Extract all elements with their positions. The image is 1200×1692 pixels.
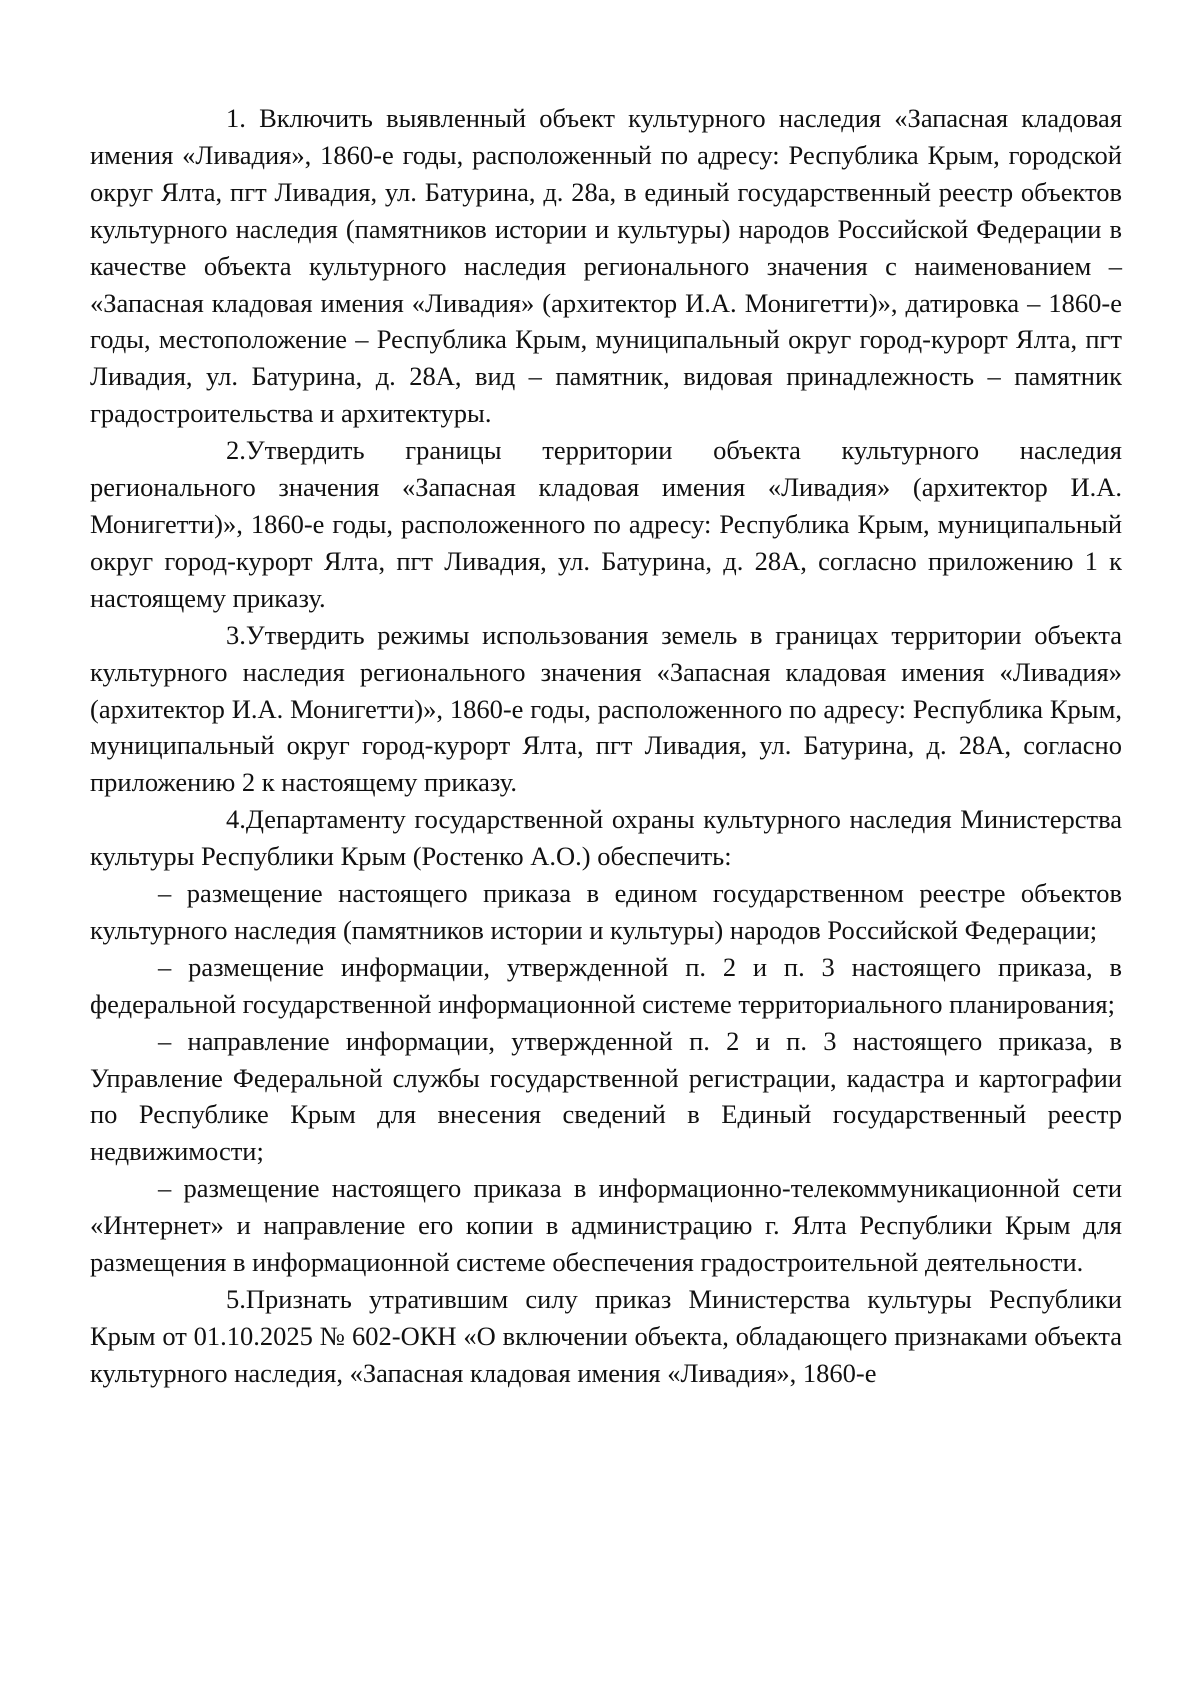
paragraph-text: Утвердить границы территории объекта культурного наследия регионального значения «Запасная кладовая имения «Ливадия» (архитектор И.А. Монигетти)», 1860-е годы, расположенного по адресу: Республика Крым, муниципальный округ город-курорт Ялта, пгт Ливадия, ул. Батурина, д. 28А, согласно приложению 1 к настоящему приказу. — [90, 435, 1122, 613]
paragraph-4 — [90, 801, 1122, 875]
paragraph-1 — [90, 100, 1122, 432]
paragraph-number: 5. — [226, 1284, 246, 1314]
list-item-registry — [90, 875, 1122, 949]
document-page — [90, 100, 1122, 1392]
list-item-internet — [90, 1170, 1122, 1281]
list-item-text: – направление информации, утвержденной п. 2 и п. 3 настоящего приказа, в Управление Федеральной службы государственной регистрации, кадастра и картографии по Республике Крым для внесения сведений в Единый государственный реестр недвижимости; — [90, 1025, 1122, 1167]
paragraph-text: Департаменту государственной охраны культурного наследия Министерства культуры Республики Крым (Ростенко А.О.) обеспечить: — [90, 804, 1122, 872]
paragraph-number: 3. — [226, 619, 246, 650]
paragraph-text: Включить выявленный объект культурного наследия «Запасная кладовая имения «Ливадия», 1860-е годы, расположенный по адресу: Республика Крым, городской округ Ялта, пгт Ливадия, ул. Батурина, д. 28а, в единый государственный реестр объектов культурного наследия (памятников истории и культуры) народов Российской Федерации в качестве объекта культурного наследия регионального значения с наименованием – «Запасная кладовая имения «Ливадия» (архитектор И.А. Монигетти)», датировка – 1860-е годы, местоположение – Республика Крым, муниципальный округ город-курорт Ялта, пгт Ливадия, ул. Батурина, д. 28А, вид – памятник, видовая принадлежность – памятник градостроительства и архитектуры. — [90, 103, 1123, 429]
list-item-text: – размещение настоящего приказа в едином государственном реестре объектов культурного наследия (памятников истории и культуры) народов Российской Федерации; — [90, 878, 1122, 945]
paragraph-5 — [90, 1281, 1122, 1392]
paragraph-number: 2. — [226, 435, 246, 466]
list-item-text: – размещение настоящего приказа в информационно-телекоммуникационной сети «Интернет» и направление его копии в администрацию г. Ялта Республики Крым для размещения в информационной системе обеспечения градостроительной деятельности. — [90, 1173, 1122, 1278]
list-item-planning-system — [90, 949, 1122, 1023]
paragraph-3 — [90, 617, 1122, 802]
paragraph-2 — [90, 432, 1122, 617]
paragraph-number: 1. — [226, 103, 246, 133]
list-item-text: – размещение информации, утвержденной п. 2 и п. 3 настоящего приказа, в федеральной государственной информационной системе территориального планирования; — [90, 951, 1122, 1019]
paragraph-text: Признать утратившим силу приказ Министерства культуры Республики Крым от 01.10.2025 № 602-ОКН «О включении объекта, обладающего признаками объекта культурного наследия, «Запасная кладовая имения «Ливадия», 1860-е — [90, 1284, 1122, 1388]
paragraph-number: 4. — [226, 804, 246, 835]
list-item-cadastre — [90, 1023, 1122, 1171]
paragraph-text: Утвердить режимы использования земель в границах территории объекта культурного наследия регионального значения «Запасная кладовая имения «Ливадия» (архитектор И.А. Монигетти)», 1860-е годы, расположенного по адресу: Республика Крым, муниципальный округ город-курорт Ялта, пгт Ливадия, ул. Батурина, д. 28А, согласно приложению 2 к настоящему приказу. — [90, 619, 1122, 798]
